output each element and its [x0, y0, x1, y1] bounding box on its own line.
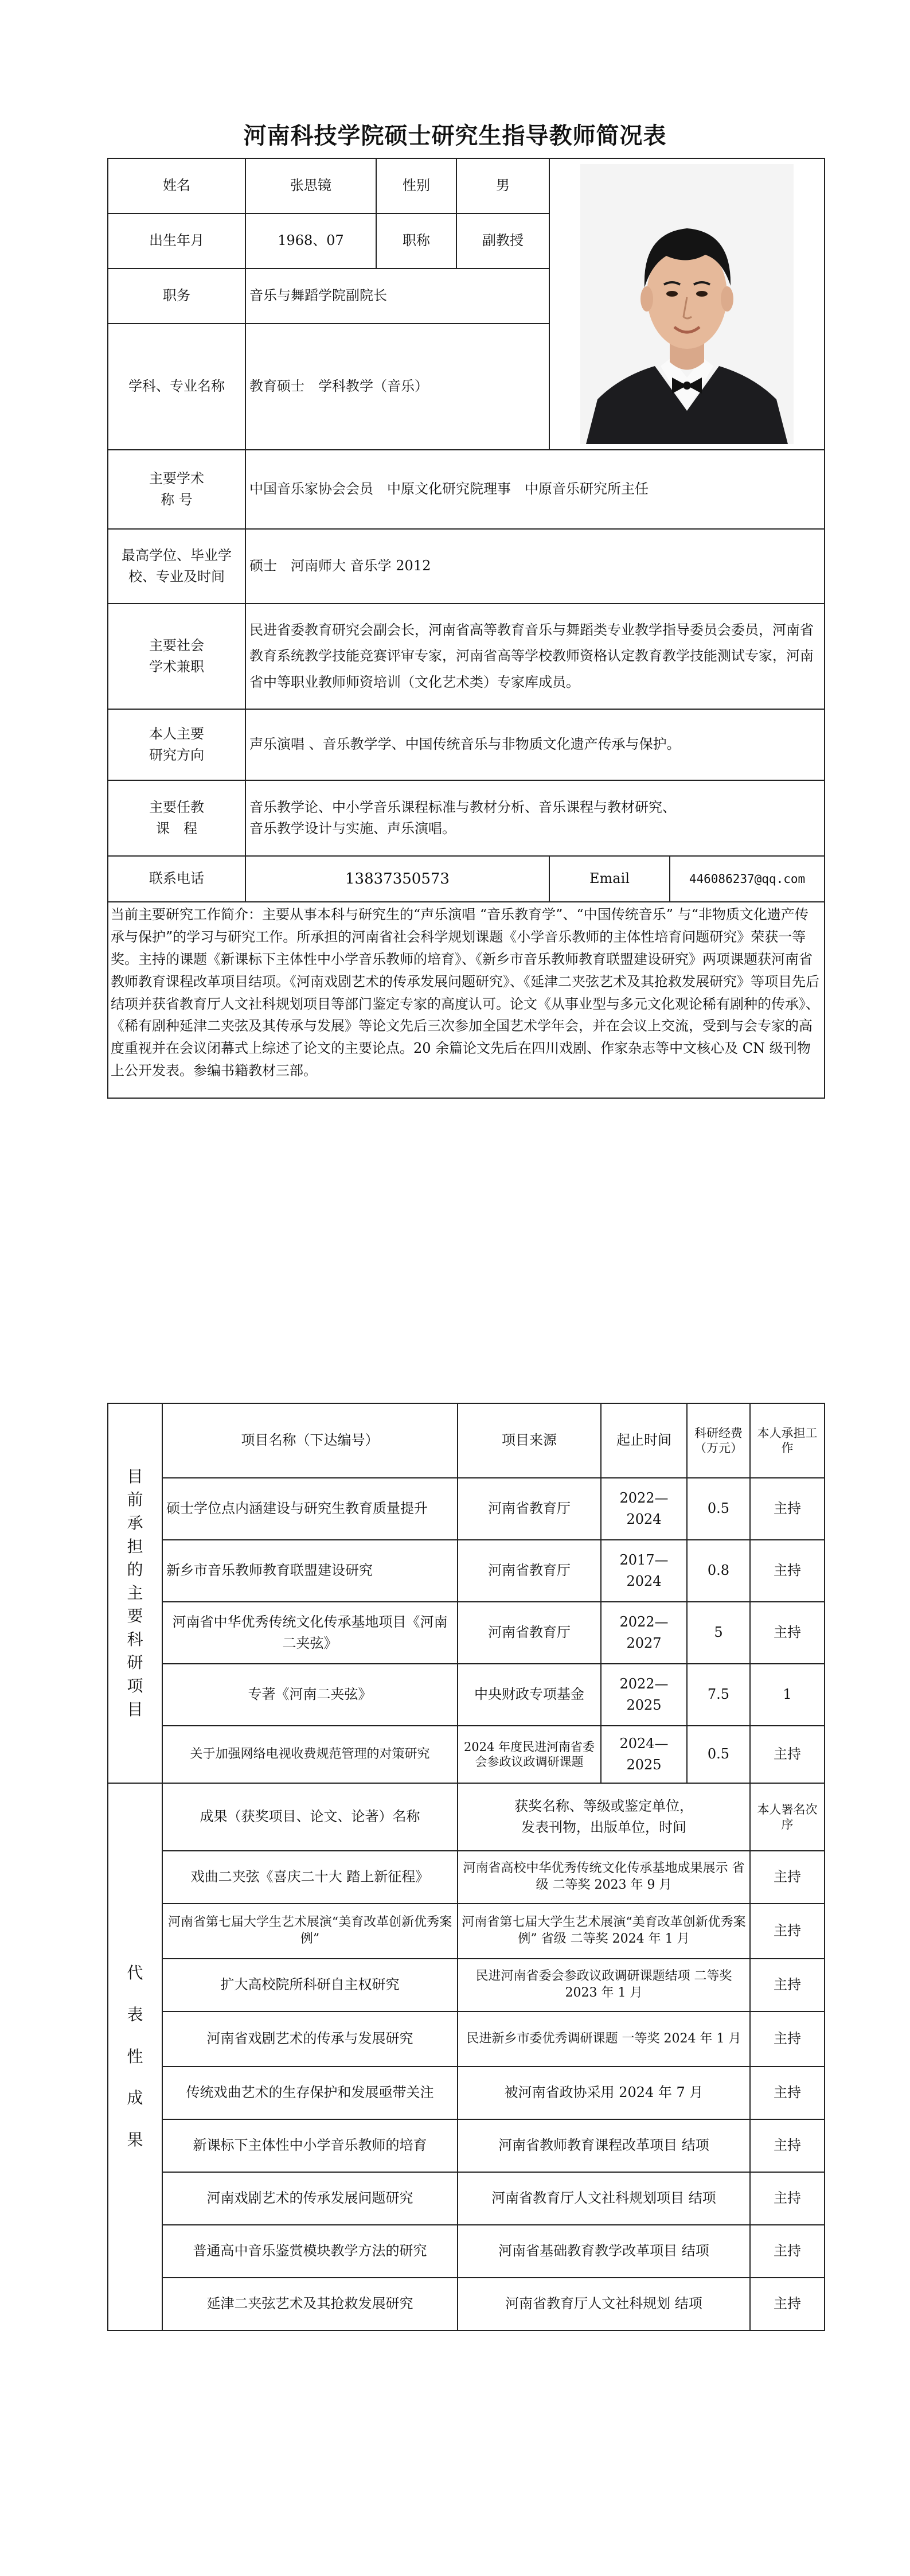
achievements-header-award — [458, 1783, 750, 1851]
position-label: 职务 — [108, 269, 245, 324]
rank-value: 副教授 — [456, 213, 549, 269]
gender-value: 男 — [456, 158, 549, 213]
project-row-2-funding: 5 — [687, 1602, 750, 1664]
achievement-row-2-order: 主持 — [750, 1959, 825, 2011]
portrait-photo — [580, 164, 794, 444]
projects-header-period: 起止时间 — [601, 1403, 687, 1478]
discipline-value: 教育硕士 学科教学（音乐） — [245, 324, 549, 450]
research-label-line-1: 本人主要 — [149, 725, 204, 742]
achievement-row-3-order: 主持 — [750, 2011, 825, 2067]
achievement-row-0-name: 戏曲二夹弦《喜庆二十大 踏上新征程》 — [162, 1851, 458, 1904]
achievement-row-1-name: 河南省第七届大学生艺术展演“美育改革创新优秀案例” — [162, 1904, 458, 1959]
projects-header-source: 项目来源 — [458, 1403, 601, 1478]
birth-label: 出生年月 — [108, 213, 245, 269]
degree-label-line-2: 校、专业及时间 — [128, 569, 225, 585]
courses-label-line-2: 课 程 — [156, 820, 197, 836]
profile-table — [107, 158, 825, 1099]
name-value: 张思镜 — [245, 158, 376, 213]
projects-side-label — [108, 1403, 162, 1783]
project-row-0-name: 硕士学位点内涵建设与研究生教育质量提升 — [162, 1478, 458, 1540]
achievement-row-2-award: 民进河南省委会参政议政调研课题结项 二等奖 2023 年 1 月 — [458, 1959, 750, 2011]
achievement-row-7-award: 河南省基础教育教学改革项目 结项 — [458, 2225, 750, 2278]
achievement-row-3-award: 民进新乡市委优秀调研课题 一等奖 2024 年 1 月 — [458, 2011, 750, 2067]
project-row-2-name: 河南省中华优秀传统文化传承基地项目《河南二夹弦》 — [162, 1602, 458, 1664]
project-row-2-source: 河南省教育厅 — [458, 1602, 601, 1664]
social-label-line-2: 学术兼职 — [149, 659, 204, 675]
research-summary: 当前主要研究工作简介：主要从事本科与研究生的“声乐演唱 “音乐教育学”、“中国传统音乐” 与“非物质文化遗产传承与保护”的学习与研究工作。所承担的河南省社会科学规划课题《小学音乐教师的主体性培育问题研究》荣获一等奖。主持的课题《新课标下主体性中小学音乐教师的培育》、《新乡市音乐教师教育联盟建设研究》两项课题获河南省教师教育课程改革项目结项。《河南戏剧艺术的传承发展问题研究》、《延津二夹弦艺术及其抢救发展研究》等项目先后结项并获省教育厅人文社科规划项目等部门鉴定专家的高度认可。论文《从事业型与多元文化观论稀有剧种的传承》、《稀有剧种延津二夹弦及其传承与发展》等论文先后三次参加全国艺术学年会，并在会议上交流，受到与会专家的高度重视并在会议闭幕式上综述了论文的主要论点。20 余篇论文先后在四川戏剧、作家杂志等中文核心及 CN 级刊物上公开发表。参编书籍教材三部。 — [108, 902, 825, 1098]
project-row-2-role: 主持 — [750, 1602, 825, 1664]
document-title: 河南科技学院硕士研究生指导教师简况表 — [243, 123, 667, 149]
phone-value: 13837350573 — [245, 856, 549, 902]
birth-value: 1968、07 — [245, 213, 376, 269]
achievements-side-label — [108, 1783, 162, 2330]
research-value: 声乐演唱 、音乐教学学、中国传统音乐与非物质文化遗产传承与保护。 — [245, 709, 825, 780]
achievement-row-7-name: 普通高中音乐鉴赏模块教学方法的研究 — [162, 2225, 458, 2278]
achievements-header-award-line-1: 获奖名称、等级或鉴定单位， — [514, 1797, 693, 1814]
phone-label: 联系电话 — [108, 856, 245, 902]
project-row-0-role: 主持 — [750, 1478, 825, 1540]
achievement-row-8-order: 主持 — [750, 2278, 825, 2330]
achievement-row-6-name: 河南戏剧艺术的传承发展问题研究 — [162, 2172, 458, 2225]
degree-label — [108, 529, 245, 604]
project-row-4-name: 关于加强网络电视收费规范管理的对策研究 — [162, 1726, 458, 1783]
email-label: Email — [549, 856, 670, 902]
achievements-header-name: 成果（获奖项目、论文、论著）名称 — [162, 1783, 458, 1851]
projects-header-role: 本人承担工作 — [750, 1403, 825, 1478]
portrait-photo-cell — [549, 158, 825, 450]
achievement-row-0-award: 河南省高校中华优秀传统文化传承基地成果展示 省级 二等奖 2023 年 9 月 — [458, 1851, 750, 1904]
degree-label-line-1: 最高学位、毕业学 — [122, 547, 232, 563]
courses-label — [108, 780, 245, 856]
achievement-row-3-name: 河南省戏剧艺术的传承与发展研究 — [162, 2011, 458, 2067]
project-row-4-role: 主持 — [750, 1726, 825, 1783]
courses-label-line-1: 主要任教 — [149, 799, 204, 815]
achievement-row-6-award: 河南省教育厅人文社科规划项目 结项 — [458, 2172, 750, 2225]
project-row-4-funding: 0.5 — [687, 1726, 750, 1783]
achievement-row-8-name: 延津二夹弦艺术及其抢救发展研究 — [162, 2278, 458, 2330]
achievement-row-5-award: 河南省教师教育课程改革项目 结项 — [458, 2119, 750, 2172]
project-row-4-source: 2024 年度民进河南省委会参政议政调研课题 — [458, 1726, 601, 1783]
project-row-1-source: 河南省教育厅 — [458, 1540, 601, 1602]
social-label-line-1: 主要社会 — [149, 637, 204, 653]
project-row-2-period: 2022—2027 — [601, 1602, 687, 1664]
degree-value: 硕士 河南师大 音乐学 2012 — [245, 529, 825, 604]
achievement-row-2-name: 扩大高校院所科研自主权研究 — [162, 1959, 458, 2011]
project-row-4-period: 2024—2025 — [601, 1726, 687, 1783]
achievement-row-4-order: 主持 — [750, 2067, 825, 2119]
achievement-row-5-name: 新课标下主体性中小学音乐教师的培育 — [162, 2119, 458, 2172]
social-label — [108, 604, 245, 709]
project-row-3-source: 中央财政专项基金 — [458, 1664, 601, 1726]
research-label — [108, 709, 245, 780]
achievement-row-6-order: 主持 — [750, 2172, 825, 2225]
name-label: 姓名 — [108, 158, 245, 213]
courses-value — [245, 780, 825, 856]
project-row-1-role: 主持 — [750, 1540, 825, 1602]
posts-label-line-1: 主要学术 — [149, 470, 204, 487]
project-row-3-name: 专著《河南二夹弦》 — [162, 1664, 458, 1726]
social-value: 民进省委教育研究会副会长，河南省高等教育音乐与舞蹈类专业教学指导委员会委员，河南省教育系统教学技能竞赛评审专家，河南省高等学校教师资格认定教育教学技能测试专家，河南省中等职业教师师资培训（文化艺术类）专家库成员。 — [245, 604, 825, 709]
email-value: 446086237@qq.com — [670, 856, 825, 902]
project-row-1-funding: 0.8 — [687, 1540, 750, 1602]
achievements-header-order: 本人署名次序 — [750, 1783, 825, 1851]
achievement-row-8-award: 河南省教育厅人文社科规划 结项 — [458, 2278, 750, 2330]
achievement-row-0-order: 主持 — [750, 1851, 825, 1904]
research-label-line-2: 研究方向 — [149, 747, 204, 763]
achievement-row-7-order: 主持 — [750, 2225, 825, 2278]
project-row-3-funding: 7.5 — [687, 1664, 750, 1726]
project-row-3-role: 1 — [750, 1664, 825, 1726]
project-row-0-funding: 0.5 — [687, 1478, 750, 1540]
discipline-label: 学科、专业名称 — [108, 324, 245, 450]
projects-header-name: 项目名称（下达编号） — [162, 1403, 458, 1478]
achievement-row-1-award: 河南省第七届大学生艺术展演“美育改革创新优秀案例” 省级 二等奖 2024 年 1 月 — [458, 1904, 750, 1959]
projects-side-text: 目前承担的主要科研项目 — [127, 1466, 143, 1719]
gender-label: 性别 — [376, 158, 456, 213]
posts-value: 中国音乐家协会会员 中原文化研究院理事 中原音乐研究所主任 — [245, 450, 825, 529]
posts-label-line-2: 称 号 — [161, 492, 193, 508]
rank-label: 职称 — [376, 213, 456, 269]
posts-label — [108, 450, 245, 529]
project-row-1-name: 新乡市音乐教师教育联盟建设研究 — [162, 1540, 458, 1602]
achievement-row-4-name: 传统戏曲艺术的生存保护和发展亟带关注 — [162, 2067, 458, 2119]
achievement-row-4-award: 被河南省政协采用 2024 年 7 月 — [458, 2067, 750, 2119]
achievements-header-award-line-2: 发表刊物，出版单位，时间 — [521, 1819, 686, 1835]
project-row-1-period: 2017—2024 — [601, 1540, 687, 1602]
project-row-0-source: 河南省教育厅 — [458, 1478, 601, 1540]
project-row-3-period: 2022—2025 — [601, 1664, 687, 1726]
courses-line-2: 音乐教学设计与实施、声乐演唱。 — [249, 820, 456, 836]
project-row-0-period: 2022—2024 — [601, 1478, 687, 1540]
courses-line-1: 音乐教学论、中小学音乐课程标准与教材分析、音乐课程与教材研究、 — [249, 799, 676, 815]
achievements-side-text: 代表性成果 — [127, 1963, 143, 2150]
position-value: 音乐与舞蹈学院副院长 — [245, 269, 549, 324]
achievement-row-5-order: 主持 — [750, 2119, 825, 2172]
achievement-row-1-order: 主持 — [750, 1904, 825, 1959]
projects-table — [107, 1403, 825, 2331]
projects-header-funding: 科研经费（万元） — [687, 1403, 750, 1478]
